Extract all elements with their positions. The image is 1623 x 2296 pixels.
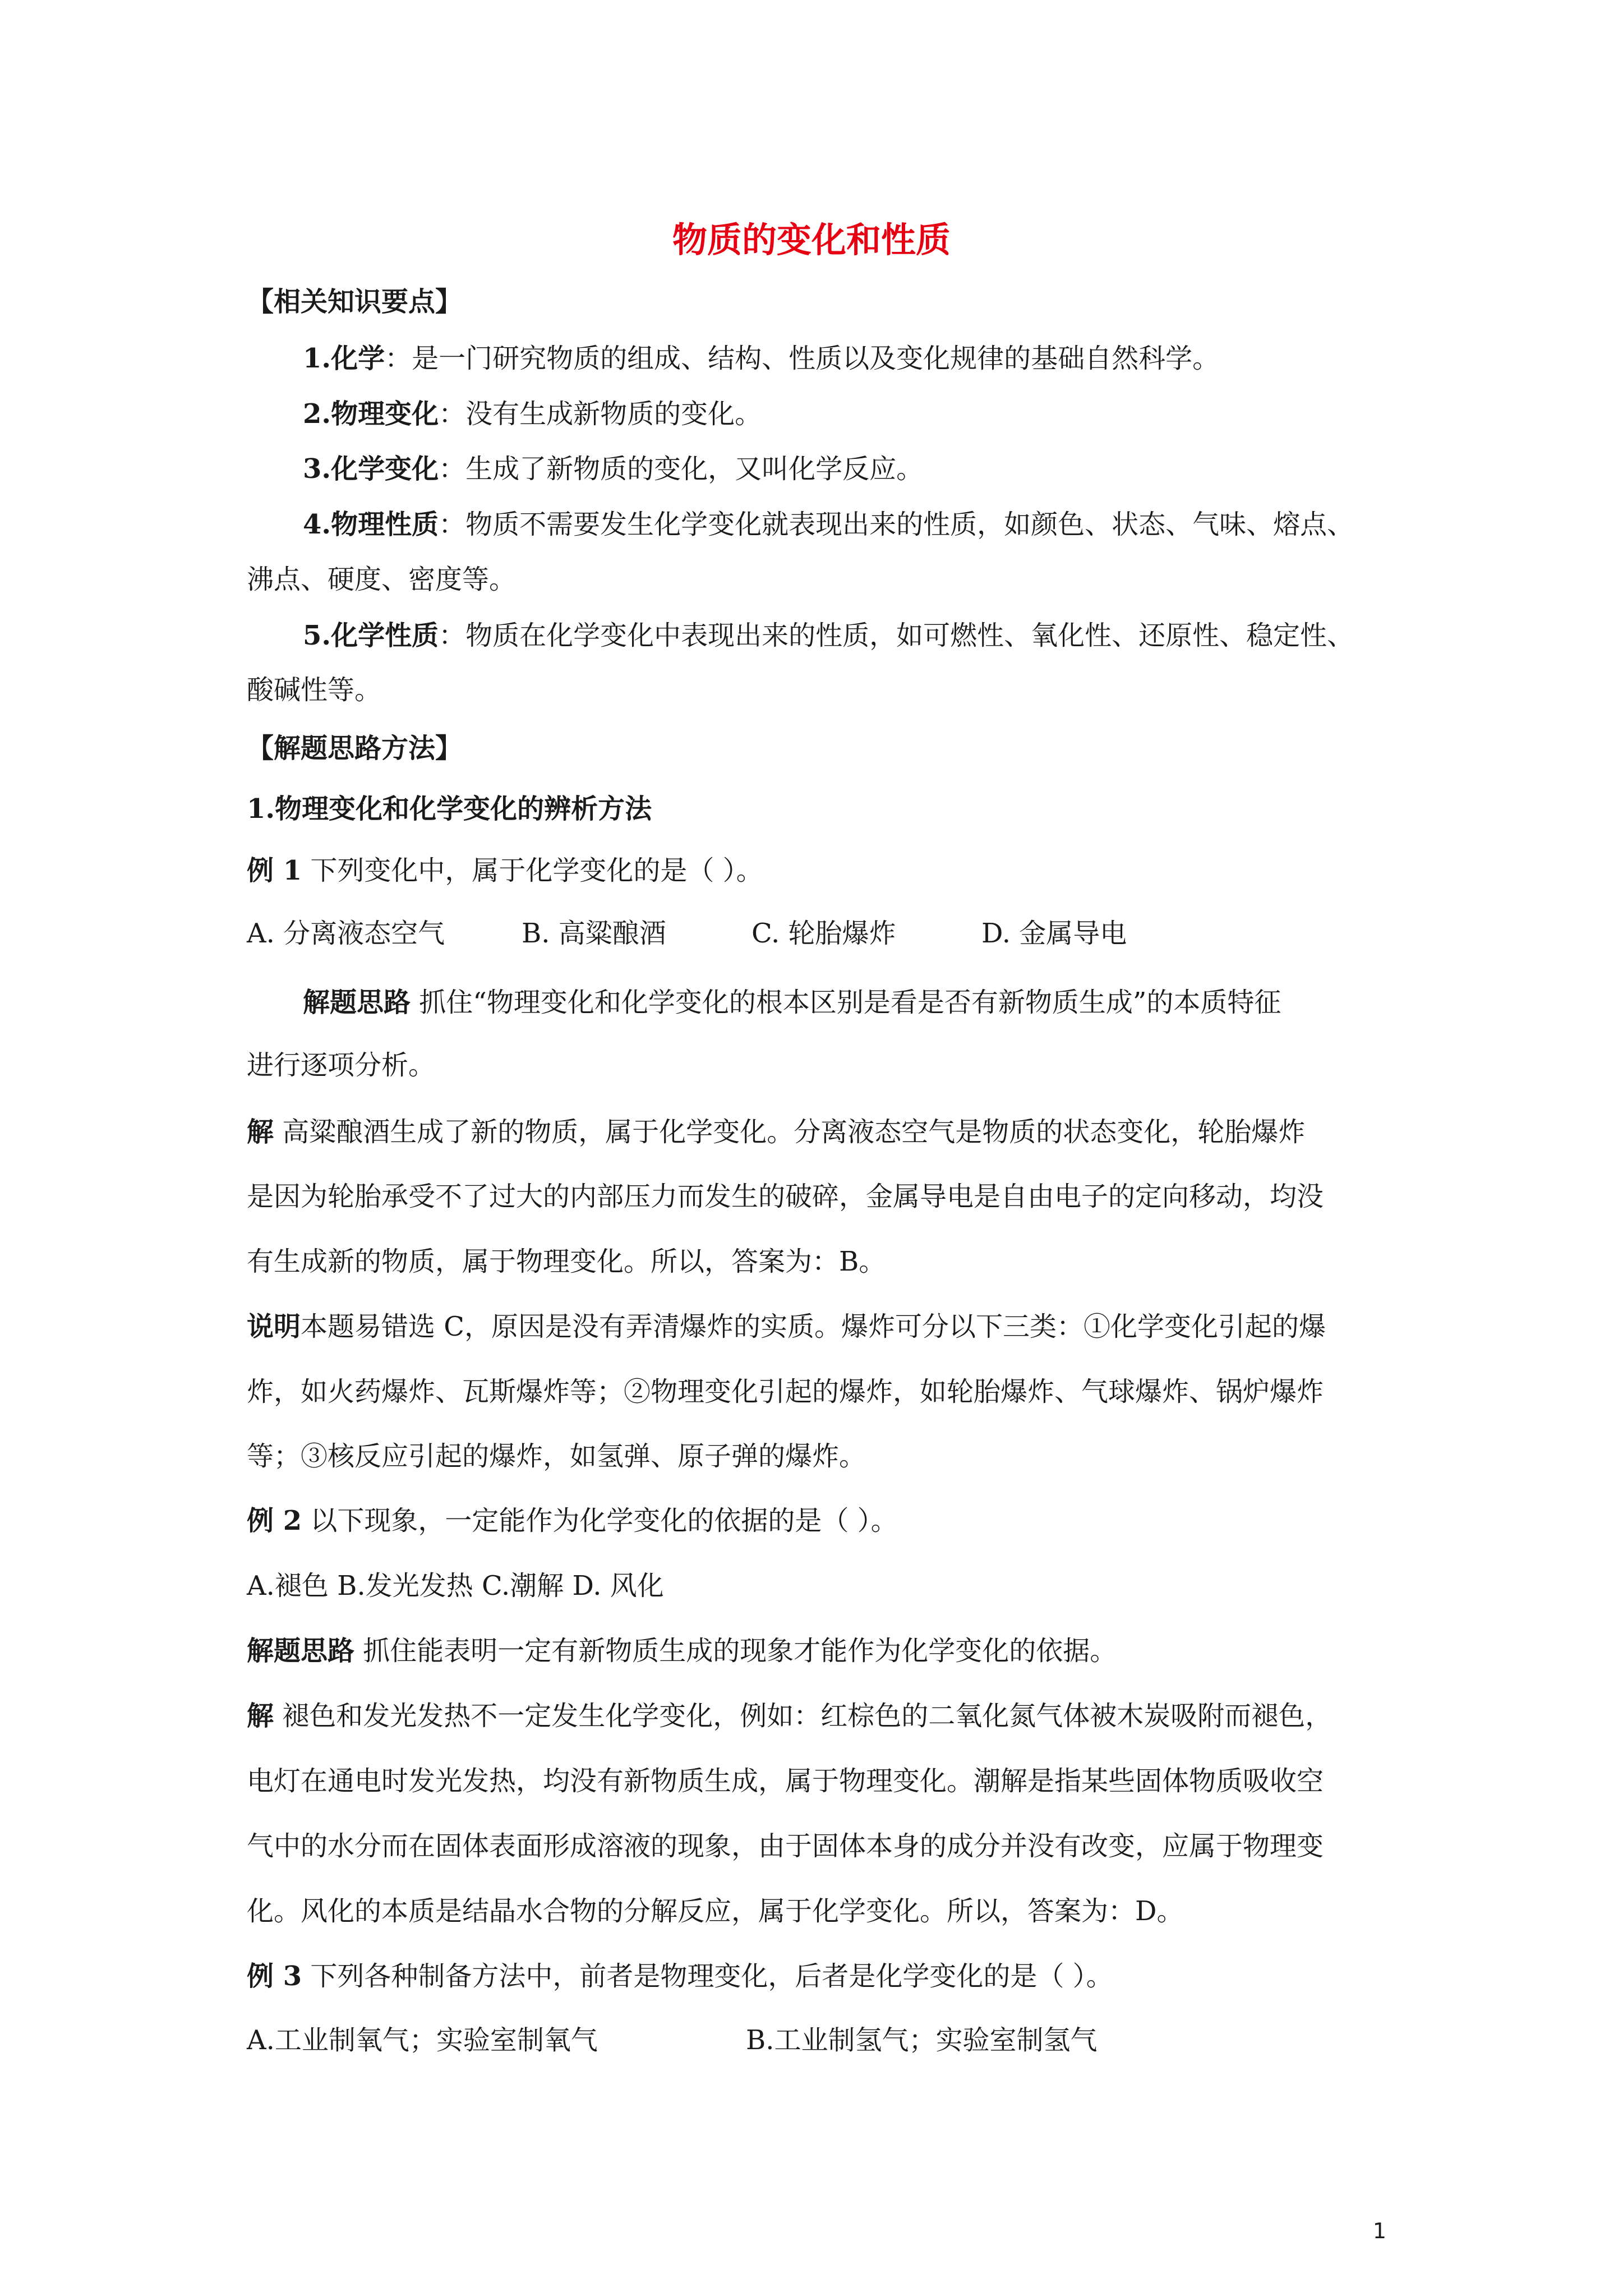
- example2-solution: 解 褪色和发光发热不一定发生化学变化，例如：红棕色的二氧化氮气体被木炭吸附而褪色，: [247, 1700, 1332, 1732]
- example2-solution-line2: 电灯在通电时发光发热，均没有新物质生成，属于物理变化。潮解是指某些固体物质吸收空: [247, 1765, 1324, 1797]
- section-heading-methods: 【解题思路方法】: [247, 733, 463, 764]
- option-b: B.工业制氢气；实验室制氢气: [746, 2024, 1098, 2056]
- option-a: A. 分离液态空气: [247, 918, 445, 949]
- example2-options: A.褪色 B.发光发热 C.潮解 D. 风化: [247, 1570, 664, 1602]
- example2-solution-line4: 化。风化的本质是结晶水合物的分解反应，属于化学变化。所以，答案为：D。: [247, 1895, 1184, 1927]
- option-d: D. 金属导电: [981, 918, 1127, 949]
- example1-options: [247, 917, 1402, 950]
- page-number: 1: [1372, 2219, 1387, 2243]
- knowledge-item-1: 1.化学：是一门研究物质的组成、结构、性质以及变化规律的基础自然科学。: [303, 343, 1220, 374]
- example3-options: [247, 2023, 1402, 2057]
- example1-solution-line3: 有生成新的物质，属于物理变化。所以，答案为：B。: [247, 1246, 886, 1277]
- option-a: A.工业制氧气；实验室制氧气: [247, 2024, 598, 2056]
- example1-note-line3: 等；③核反应引起的爆炸，如氢弹、原子弹的爆炸。: [247, 1441, 866, 1472]
- example2-question: 例 2 以下现象，一定能作为化学变化的依据的是（ ）。: [247, 1505, 898, 1536]
- example1-solution-line2: 是因为轮胎承受不了过大的内部压力而发生的破碎，金属导电是自由电子的定向移动，均没: [247, 1181, 1324, 1212]
- example2-solution-line3: 气中的水分而在固体表面形成溶液的现象，由于固体本身的成分并没有改变，应属于物理变: [247, 1830, 1324, 1862]
- option-b: B. 高粱酿酒: [522, 918, 666, 949]
- subsection-heading: 1.物理变化和化学变化的辨析方法: [247, 793, 652, 825]
- example3-question: 例 3 下列各种制备方法中，前者是物理变化，后者是化学变化的是（ ）。: [247, 1961, 1113, 1992]
- knowledge-item-4-cont: 沸点、硬度、密度等。: [247, 564, 517, 595]
- knowledge-item-5: 5.化学性质：物质在化学变化中表现出来的性质，如可燃性、氧化性、还原性、稳定性、: [303, 620, 1354, 651]
- example2-approach: 解题思路 抓住能表明一定有新物质生成的现象才能作为化学变化的依据。: [247, 1635, 1117, 1667]
- knowledge-item-3: 3.化学变化：生成了新物质的变化，又叫化学反应。: [303, 453, 924, 485]
- example1-approach-cont: 进行逐项分析。: [247, 1050, 436, 1081]
- page-title: 物质的变化和性质: [672, 219, 951, 260]
- section-heading-knowledge: 【相关知识要点】: [247, 286, 463, 318]
- example1-approach: 解题思路 抓住“物理变化和化学变化的根本区别是看是否有新物质生成”的本质特征: [303, 987, 1281, 1018]
- knowledge-item-5-cont: 酸碱性等。: [247, 674, 382, 706]
- example1-question: 例 1 下列变化中，属于化学变化的是（ ）。: [247, 855, 763, 886]
- example1-note-line2: 炸，如火药爆炸、瓦斯爆炸等；②物理变化引起的爆炸，如轮胎爆炸、气球爆炸、锅炉爆炸: [247, 1376, 1324, 1407]
- knowledge-item-2: 2.物理变化：没有生成新物质的变化。: [303, 398, 762, 430]
- option-c: C. 轮胎爆炸: [751, 918, 896, 949]
- knowledge-item-4: 4.物理性质：物质不需要发生化学变化就表现出来的性质，如颜色、状态、气味、熔点、: [303, 509, 1354, 540]
- example1-note: 说明本题易错选 C，原因是没有弄清爆炸的实质。爆炸可分以下三类：①化学变化引起的爆: [247, 1311, 1326, 1342]
- example1-solution: 解 高粱酿酒生成了新的物质，属于化学变化。分离液态空气是物质的状态变化，轮胎爆炸: [247, 1116, 1306, 1148]
